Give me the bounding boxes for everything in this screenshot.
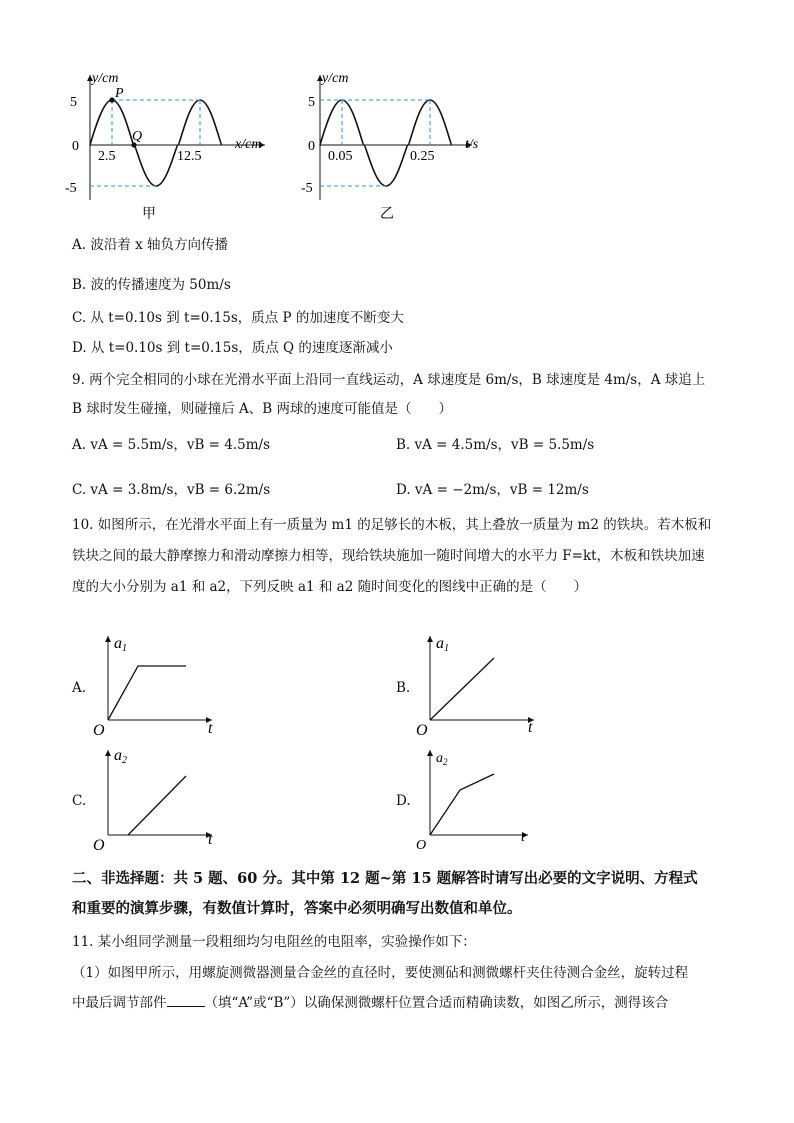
section2-heading-line1: 二、非选择题：共 5 题、60 分。其中第 12 题~第 15 题解答时请写出必要的文字说明、方程式 [72,870,698,887]
yi-tick-neg5: -5 [301,181,313,196]
q11-stem-line2: （1）如图甲所示，用螺旋测微器测量合金丝的直径时，要使测砧和测微螺杆夹住待测合金丝，旋转过程 [72,965,689,981]
jia-tick-2-5: 2.5 [98,149,116,164]
q10-graph-d [414,740,549,855]
graph-c-x-label: t [208,831,213,848]
graph-d-origin: O [416,838,427,853]
q11-stem-line3 [72,994,668,1012]
yi-y-axis-label: y/cm [322,71,349,86]
q10-stem-line2: 铁块之间的最大静摩擦力和滑动摩擦力相等，现给铁块施加一随时间增大的水平力 F=kt，木板和铁块加速 [72,548,705,564]
q10-graph-b [414,628,549,740]
jia-y-axis-label: y/cm [92,71,119,86]
wave-figures [60,60,510,230]
jia-tick-0: 0 [72,139,79,154]
q10-graph-a-label: A. [72,680,87,696]
q11-line3-post: （填“A”或“B”）以确保测微螺杆位置合适而精确读数，如图乙所示，测得该合 [204,995,669,1011]
q10-graph-c-label: C. [72,793,87,809]
jia-tick-5: 5 [70,95,77,110]
jia-x-axis-label: x/cm [235,137,262,152]
q9-stem-line1: 9. 两个完全相同的小球在光滑水平面上沿同一直线运动，A 球速度是 6m/s，B 球速度是 4m/s，A 球追上 [72,372,706,388]
q9-stem-line2: B 球时发生碰撞，则碰撞后 A、B 两球的速度可能值是（ ） [72,401,452,417]
q11-stem-line1: 11. 某小组同学测量一段粗细均匀电阻丝的电阻率，实验操作如下： [72,934,476,950]
graph-d-x-label: t [521,830,525,845]
yi-tick-0-25: 0.25 [410,149,435,164]
q10-graph-d-label: D. [396,793,411,809]
section2-heading-line2: 和重要的演算步骤，有数值计算时，答案中必须明确写出数值和单位。 [72,900,522,917]
svg-text:a1: a1 [114,635,127,654]
point-q-label: Q [132,129,143,144]
point-p-label: P [115,86,124,101]
answer-blank[interactable] [167,994,205,1007]
svg-text:a2: $a_2$ [436,751,448,767]
graph-c-y-label: a [114,747,122,764]
q9-option-a: A. vA = 5.5m/s，vB = 4.5m/s [72,437,271,453]
yi-tick-0-05: 0.05 [328,149,353,164]
svg-text:a1: a1 [436,635,449,654]
q9-option-b: B. vA = 4.5m/s，vB = 5.5m/s [396,437,595,453]
graph-c-origin: O [93,837,105,854]
graph-b-origin: O [416,722,428,739]
graph-b-x-label: t [528,719,533,736]
svg-text:a2: a2 [114,747,127,766]
q10-graph-c [90,740,225,855]
q8-option-c: C. 从 t=0.10s 到 t=0.15s，质点 P 的加速度不断变大 [72,310,404,326]
q8-option-b: B. 波的传播速度为 50m/s [72,277,231,293]
q8-option-d: D. 从 t=0.10s 到 t=0.15s，质点 Q 的速度逐渐减小 [72,340,393,356]
figure-yi [301,71,479,222]
q9-option-c: C. vA = 3.8m/s，vB = 6.2m/s [72,482,271,498]
graph-b-y-label: a [436,635,444,652]
q10-stem-line1: 10. 如图所示，在光滑水平面上有一质量为 m1 的足够长的木板，其上叠放一质量为 m2 的铁块。若木板和 [72,517,712,533]
figure-jia [65,71,265,222]
jia-caption: 甲 [142,207,156,222]
q10-graph-b-label: B. [396,680,411,696]
graph-a-origin: O [93,722,105,739]
q10-graph-a [90,628,225,740]
q9-option-d: D. vA = −2m/s，vB = 12m/s [396,482,589,498]
q8-option-a: A. 波沿着 x 轴负方向传播 [72,237,229,253]
graph-a-x-label: t [208,720,213,737]
point-p-marker [109,97,114,102]
jia-tick-12-5: 12.5 [177,149,202,164]
q10-stem-line3: 度的大小分别为 a1 和 a2，下列反映 a1 和 a2 随时间变化的图线中正确的是（ ） [72,579,588,595]
yi-tick-0: 0 [308,139,315,154]
yi-tick-5: 5 [308,95,315,110]
graph-a-y-label: a [114,635,122,652]
yi-x-axis-label: t/s [465,137,479,152]
jia-tick-neg5: -5 [65,181,77,196]
q11-line3-pre: 中最后调节部件 [72,995,167,1011]
yi-caption: 乙 [380,207,394,222]
graph-d-y-label: a [436,751,443,766]
